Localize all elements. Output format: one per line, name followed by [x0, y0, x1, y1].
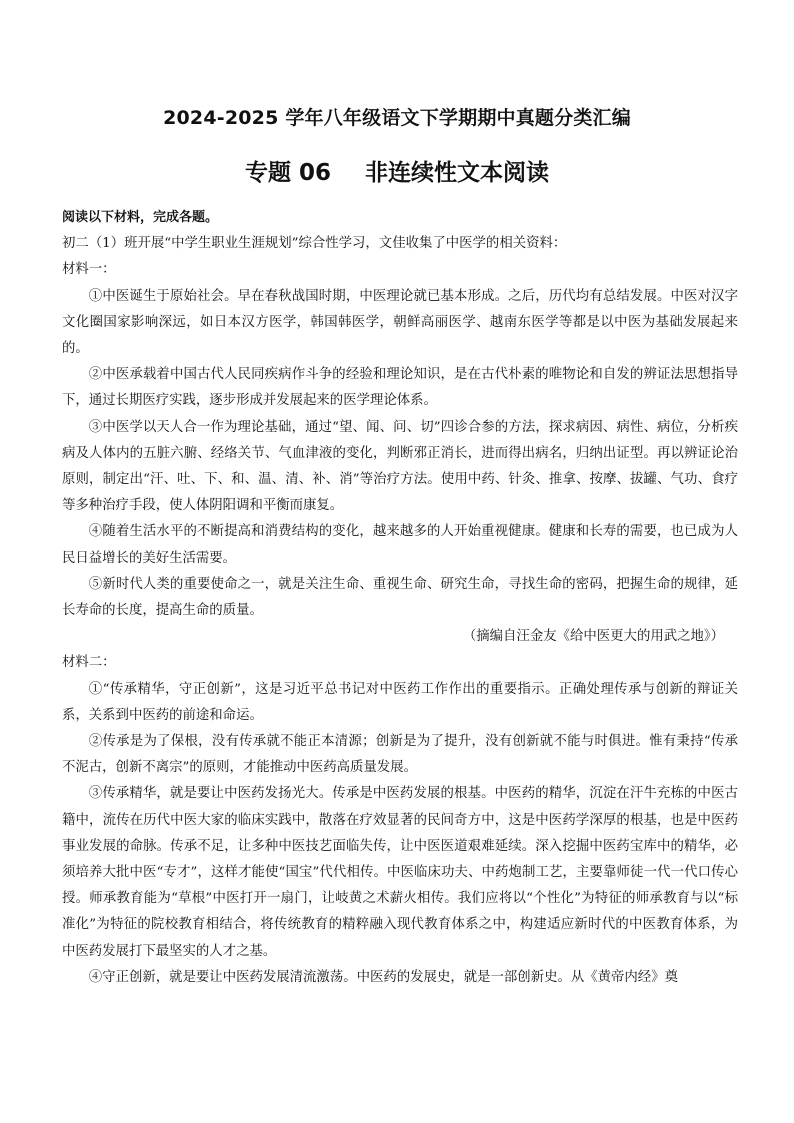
material1-paragraph: ②中医承载着中国古代人民同疾病作斗争的经验和理论知识，是在古代朴素的唯物论和自发的辨证法思想指导下，通过长期医疗实践，逐步形成并发展起来的医学理论体系。 — [62, 367, 738, 409]
material1-paragraph: ④随着生活水平的不断提高和消费结构的变化，越来越多的人开始重视健康。健康和长寿的需要，也已成为人民日益增长的美好生活需要。 — [62, 524, 738, 566]
material1-paragraph: ⑤新时代人类的重要使命之一，就是关注生命、重视生命、研究生命，寻找生命的密码，把握生命的规律，延长寿命的长度，提高生命的质量。 — [62, 576, 738, 619]
material1-label: 材料一： — [62, 262, 116, 278]
material2-paragraph: ③传承精华，就是要让中医药发扬光大。传承是中医药发展的根基。中医药的精华，沉淀在汗牛充栋的中医古籍中，流传在历代中医大家的临床实践中，散落在疗效显著的民间奇方中，这是中医药学深厚的根基，也是中医药事业发展的命脉。传承不足，让多种中医技艺面临失传，让中医医道艰难延续。深入挖掘中医药宝库中的精华，必须培养大批中医“专才”，这样才能使“国宝”代代相传。中医临床功夫、中药炮制工艺，主要靠师徒一代一代口传心授。师承教育能为“草根”中医打开一扇门，让岐黄之术薪火相传。我们应将以“个性化”为特征的师承教育与以“标准化”为特征的院校教育相结合，将传统教育的精粹融入现代教育体系之中，构建适应新时代的中医教育体系，为中医药发展打下最坚实的人才之基。 — [62, 786, 738, 959]
material2-paragraph: ②传承是为了保根，没有传承就不能正本清源；创新是为了提升，没有创新就不能与时俱进。惟有秉持“传承不泥古，创新不离宗”的原则，才能推动中医药高质量发展。 — [62, 734, 738, 776]
material1-source: （摘编自汪金友《给中医更大的用武之地》） — [462, 629, 724, 645]
material1-paragraph: ①中医诞生于原始社会。早在春秋战国时期，中医理论就已基本形成。之后，历代均有总结发展。中医对汉字文化圈国家影响深远，如日本汉方医学，韩国韩医学，朝鲜高丽医学、越南东医学等都是以中医为基础发展起来的。 — [62, 288, 738, 357]
document-title: 2024-2025 学年八年级语文下学期期中真题分类汇编 — [163, 107, 631, 129]
document-subtitle — [0, 154, 794, 187]
subtitle-name: 非连续性文本阅读 — [365, 160, 549, 186]
subtitle-topic: 专题 06 — [244, 160, 331, 186]
document-body — [62, 205, 738, 991]
material2-paragraph: ④守正创新，就是要让中医药发展清流激荡。中医药的发展史，就是一部创新史。从《黄帝内经》奠 — [88, 969, 678, 985]
instruction-text: 阅读以下材料，完成各题。 — [62, 210, 219, 225]
intro-text: 初二（1）班开展“中学生职业生涯规划”综合性学习，文佳收集了中医学的相关资料： — [62, 236, 567, 252]
material2-paragraph: ①“传承精华，守正创新”，这是习近平总书记对中医药工作作出的重要指示。正确处理传承与创新的辩证关系，关系到中医药的前途和命运。 — [62, 681, 738, 723]
material1-paragraph: ③中医学以天人合一作为理论基础，通过“望、闻、问、切”四诊合参的方法，探求病因、病性、病位，分析疾病及人体内的五脏六腑、经络关节、气血津液的变化，判断邪正消长，进而得出病名，归纳出证型。再以辨证论治原则，制定出“汗、吐、下、和、温、清、补、消”等治疗方法。使用中药、针灸、推拿、按摩、拔罐、气功、食疗等多种治疗手段，使人体阴阳调和平衡而康复。 — [62, 419, 738, 514]
material2-label: 材料二： — [62, 655, 116, 671]
